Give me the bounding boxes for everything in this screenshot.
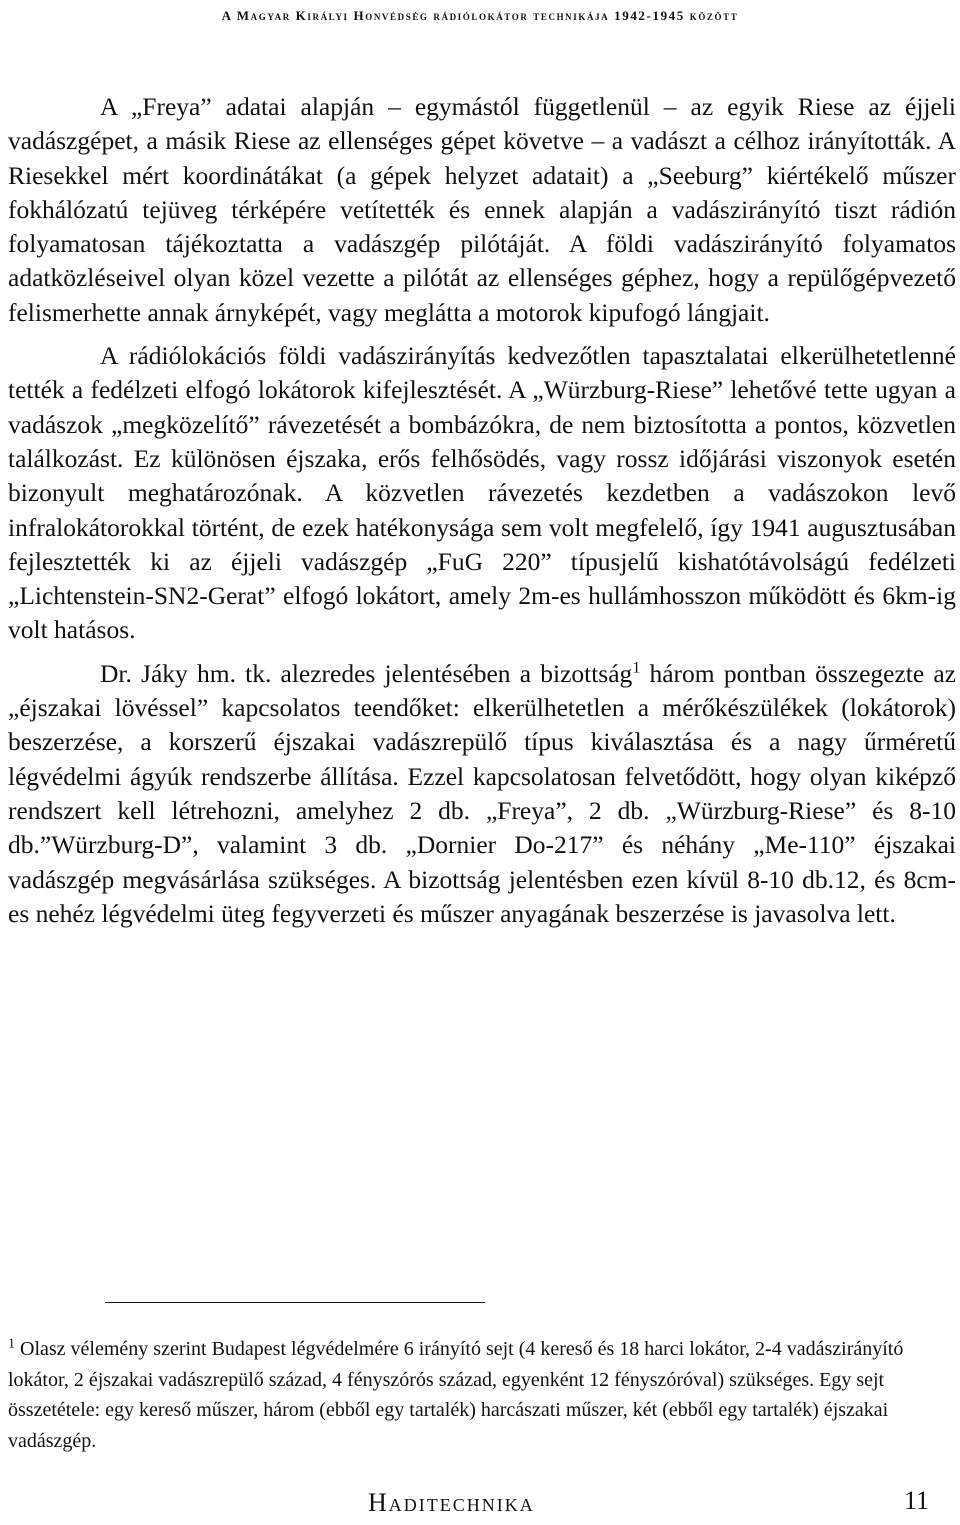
footnote [8, 1334, 953, 1456]
running-header: A Magyar Királyi Honvédség rádiólokátor technikája 1942-1945 között [221, 8, 739, 23]
paragraph-3-start: Dr. Jáky hm. tk. alezredes jelentésében a bizottság [100, 658, 633, 688]
paragraph-3 [8, 657, 956, 931]
footnote-text: Olasz vélemény szerint Budapest légvédelmére 6 irányító sejt (4 kereső és 18 harci lokátor, 2-4 vadászirányító lokátor, 2 éjszakai vadászrepülő század, 4 fényszórós század, egyenként 12 fényszóróval) szükséges. Egy sejt összetétele: egy kereső műszer, három (ebből egy tartalék) harcászati műszer, két (ebből egy tartalék) éjszakai vadászgép. [8, 1338, 904, 1452]
footnote-separator [105, 1302, 485, 1303]
footer-publication-title: Haditechnika [368, 1488, 535, 1517]
paragraph-3-rest: három pontban összegezte az „éjszakai lövéssel” kapcsolatos teendőket: elkerülhetetlen a mérőkészülékek (lokátorok) beszerzése, a korszerű éjszakai vadászrepülő típus kiválasztása és a nagy űrméretű légvédelmi ágyúk rendszerbe állítása. Ezzel kapcsolatosan felvetődött, hogy olyan kiképző rendszert kell létrehozni, amelyhez 2 db. „Freya”, 2 db. „Würzburg-Riese” és 8-10 db.”Würzburg-D”, valamint 3 db. „Dornier Do-217” és néhány „Me-110” éjszakai vadászgép megvásárlása szükséges. A bizottság jelentésben ezen kívül 8-10 db.12, és 8cm-es nehéz légvédelmi üteg fegyverzeti és műszer anyagának beszerzése is javasolva lett. [8, 658, 956, 928]
body-text [8, 90, 956, 931]
paragraph-1: A „Freya” adatai alapján – egymástól függetlenül – az egyik Riese az éjjeli vadászgépet, a másik Riese az ellenséges gépet követve – a vadászt a célhoz irányították. A Riesekkel mért koordinátákat (a gépek helyzet adatait) a „Seeburg” kiértékelő műszer fokhálózatú tejüveg térképére vetítették és ennek alapján a vadászirányító tiszt rádión folyamatosan tájékoztatta a vadászgép pilótáját. A földi vadászirányító folyamatos adatközléseivel olyan közel vezette a pilótát az ellenséges géphez, hogy a repülőgépvezető felismerhette annak árnyképét, vagy meglátta a motorok kipufogó lángjait. [8, 92, 956, 327]
paragraph-2: A rádiólokációs földi vadászirányítás kedvezőtlen tapasztalatai elkerülhetetlenné tették a fedélzeti elfogó lokátorok kifejlesztését. A „Würzburg-Riese” lehetővé tette ugyan a vadászok „megközelítő” rávezetését a bombázókra, de nem biztosította a pontos, közvetlen találkozást. Ez különösen éjszaka, erős felhősödés, vagy rossz időjárási viszonyok esetén bizonyult meghatározónak. A közvetlen rávezetés kezdetben a vadászokon levő infralokátorokkal történt, de ezek hatékonysága sem volt megfelelő, így 1941 augusztusában fejlesztették ki az éjjeli vadászgép „FuG 220” típusjelű kishatótávolságú fedélzeti „Lichtenstein-SN2-Gerat” elfogó lokátort, amely 2m-es hullámhosszon működött és 6km-ig volt hatásos. [8, 341, 956, 645]
footnote-reference[interactable]: 1 [632, 659, 641, 677]
footnote-marker: 1 [8, 1336, 15, 1352]
page-number: 11 [904, 1486, 930, 1515]
